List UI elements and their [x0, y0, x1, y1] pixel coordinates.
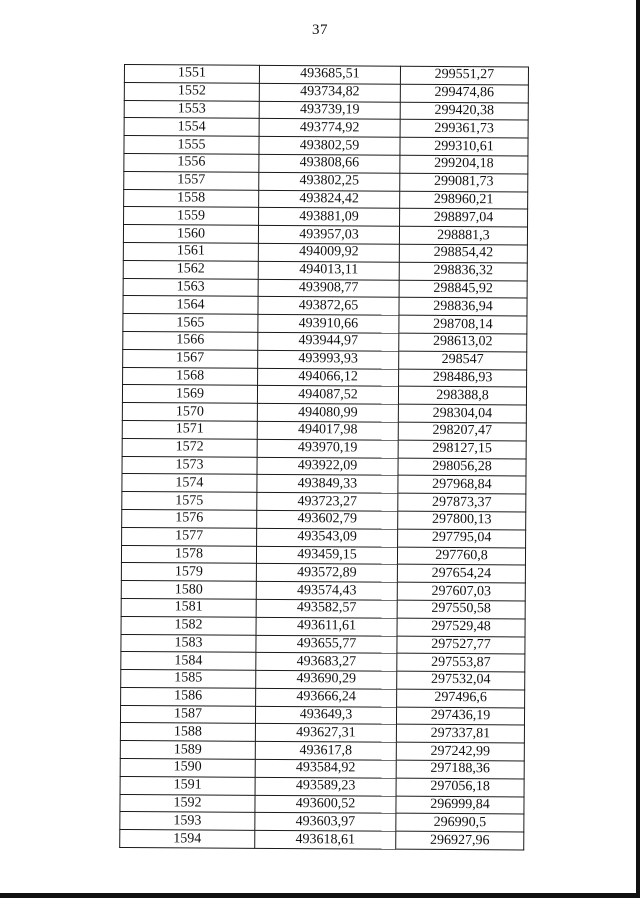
y-coordinate-cell: 297800,13 — [398, 511, 526, 530]
point-number-cell: 1561 — [123, 242, 258, 261]
table-row — [120, 812, 524, 832]
y-coordinate-cell: 299310,61 — [400, 137, 528, 156]
x-coordinate-cell: 493922,09 — [257, 457, 398, 476]
y-coordinate-cell: 298960,21 — [400, 191, 528, 210]
table-row — [124, 100, 528, 120]
x-coordinate-cell: 494087,52 — [257, 386, 398, 405]
table-row — [120, 741, 524, 761]
point-number-cell: 1571 — [122, 420, 257, 439]
table-row — [122, 527, 526, 547]
y-coordinate-cell: 297529,48 — [397, 618, 525, 637]
table-row — [120, 794, 524, 814]
x-coordinate-cell: 493617,8 — [255, 742, 396, 761]
table-row — [120, 723, 524, 743]
point-number-cell: 1554 — [124, 118, 259, 137]
x-coordinate-cell: 493582,57 — [256, 599, 397, 618]
table-row — [124, 65, 528, 85]
x-coordinate-cell: 493459,15 — [256, 546, 397, 565]
y-coordinate-cell: 299420,38 — [400, 102, 528, 121]
table-row — [120, 776, 524, 796]
y-coordinate-cell: 298547 — [399, 351, 527, 370]
point-number-cell: 1590 — [120, 759, 255, 778]
point-number-cell: 1588 — [120, 723, 255, 742]
table-row — [121, 687, 525, 707]
y-coordinate-cell: 298486,93 — [399, 369, 527, 388]
y-coordinate-cell: 297550,58 — [397, 600, 525, 619]
table-row — [122, 420, 526, 440]
point-number-cell: 1557 — [124, 171, 259, 190]
y-coordinate-cell: 297436,19 — [396, 707, 524, 726]
table-row — [121, 545, 525, 565]
y-coordinate-cell: 298207,47 — [398, 422, 526, 441]
table-row — [123, 242, 527, 262]
point-number-cell: 1556 — [124, 153, 259, 172]
x-coordinate-cell: 493627,31 — [255, 724, 396, 743]
x-coordinate-cell: 493611,61 — [256, 617, 397, 636]
x-coordinate-cell: 493574,43 — [256, 581, 397, 600]
y-coordinate-cell: 297654,24 — [397, 564, 525, 583]
y-coordinate-cell: 297532,04 — [397, 671, 525, 690]
x-coordinate-cell: 493993,93 — [258, 350, 399, 369]
point-number-cell: 1573 — [122, 456, 257, 475]
x-coordinate-cell: 493908,77 — [258, 279, 399, 298]
y-coordinate-cell: 297337,81 — [396, 725, 524, 744]
x-coordinate-cell: 493910,66 — [258, 314, 399, 333]
table-row — [122, 403, 526, 423]
x-coordinate-cell: 493572,89 — [256, 564, 397, 583]
x-coordinate-cell: 493666,24 — [256, 688, 397, 707]
y-coordinate-cell: 297760,8 — [397, 547, 525, 566]
x-coordinate-cell: 493881,09 — [259, 208, 400, 227]
y-coordinate-cell: 297496,6 — [397, 689, 525, 708]
x-coordinate-cell: 493739,19 — [259, 101, 400, 120]
x-coordinate-cell: 493808,66 — [259, 154, 400, 173]
point-number-cell: 1555 — [124, 136, 259, 155]
x-coordinate-cell: 494013,11 — [258, 261, 399, 280]
table-row — [121, 670, 525, 690]
y-coordinate-cell: 299361,73 — [400, 120, 528, 139]
x-coordinate-cell: 493618,61 — [255, 831, 396, 850]
x-coordinate-cell: 493685,51 — [259, 65, 400, 84]
point-number-cell: 1575 — [122, 492, 257, 511]
x-coordinate-cell: 494080,99 — [257, 403, 398, 422]
y-coordinate-cell: 298304,04 — [398, 404, 526, 423]
point-number-cell: 1593 — [120, 812, 255, 831]
x-coordinate-cell: 493734,82 — [259, 83, 400, 102]
point-number-cell: 1565 — [123, 314, 258, 333]
y-coordinate-cell: 297527,77 — [397, 636, 525, 655]
y-coordinate-cell: 299204,18 — [400, 155, 528, 174]
x-coordinate-cell: 493602,79 — [257, 510, 398, 529]
table-row — [124, 171, 528, 191]
table-row — [124, 136, 528, 156]
x-coordinate-cell: 493944,97 — [258, 332, 399, 351]
page-number: 37 — [312, 22, 328, 38]
table-row — [122, 509, 526, 529]
point-number-cell: 1559 — [124, 207, 259, 226]
x-coordinate-cell: 494066,12 — [258, 368, 399, 387]
y-coordinate-cell: 298854,42 — [399, 244, 527, 263]
point-number-cell: 1594 — [120, 830, 255, 849]
x-coordinate-cell: 493802,25 — [259, 172, 400, 191]
point-number-cell: 1578 — [121, 545, 256, 564]
point-number-cell: 1589 — [120, 741, 255, 760]
y-coordinate-cell: 297242,99 — [396, 742, 524, 761]
y-coordinate-cell: 297607,03 — [397, 582, 525, 601]
point-number-cell: 1551 — [124, 65, 259, 84]
table-row — [122, 492, 526, 512]
point-number-cell: 1586 — [121, 687, 256, 706]
point-number-cell: 1572 — [122, 438, 257, 457]
point-number-cell: 1564 — [123, 296, 258, 315]
point-number-cell: 1584 — [121, 652, 256, 671]
page-edge-bottom — [0, 893, 640, 898]
page-edge-right — [636, 0, 640, 898]
table-row — [121, 598, 525, 618]
table-row — [121, 652, 525, 672]
point-number-cell: 1562 — [123, 260, 258, 279]
table-row — [124, 118, 528, 138]
y-coordinate-cell: 297873,37 — [398, 493, 526, 512]
y-coordinate-cell: 298613,02 — [399, 333, 527, 352]
point-number-cell: 1574 — [122, 474, 257, 493]
x-coordinate-cell: 493774,92 — [259, 119, 400, 138]
y-coordinate-cell: 296927,96 — [396, 831, 524, 850]
point-number-cell: 1592 — [120, 794, 255, 813]
table-row — [122, 474, 526, 494]
table-row — [123, 314, 527, 334]
point-number-cell: 1553 — [124, 100, 259, 119]
y-coordinate-cell: 298388,8 — [398, 387, 526, 406]
point-number-cell: 1577 — [122, 527, 257, 546]
table-row — [122, 456, 526, 476]
point-number-cell: 1585 — [121, 670, 256, 689]
point-number-cell: 1567 — [123, 349, 258, 368]
table-row — [123, 367, 527, 387]
point-number-cell: 1582 — [121, 616, 256, 635]
point-number-cell: 1576 — [122, 509, 257, 528]
y-coordinate-cell: 297188,36 — [396, 760, 524, 779]
table-row — [124, 153, 528, 173]
table-row — [122, 385, 526, 405]
table-row — [123, 349, 527, 369]
x-coordinate-cell: 493683,27 — [256, 653, 397, 672]
y-coordinate-cell: 299474,86 — [400, 84, 528, 103]
table-row — [121, 563, 525, 583]
x-coordinate-cell: 493723,27 — [257, 492, 398, 511]
x-coordinate-cell: 493649,3 — [255, 706, 396, 725]
x-coordinate-cell: 494009,92 — [258, 243, 399, 262]
table-row — [123, 296, 527, 316]
point-number-cell: 1570 — [122, 403, 257, 422]
point-number-cell: 1581 — [121, 598, 256, 617]
coordinates-table — [119, 64, 529, 851]
point-number-cell: 1591 — [120, 776, 255, 795]
x-coordinate-cell: 493872,65 — [258, 297, 399, 316]
x-coordinate-cell: 493957,03 — [258, 225, 399, 244]
table-row — [120, 705, 524, 725]
y-coordinate-cell: 299081,73 — [400, 173, 528, 192]
table-row — [123, 331, 527, 351]
y-coordinate-cell: 298056,28 — [398, 458, 526, 477]
y-coordinate-cell: 299551,27 — [400, 66, 528, 85]
y-coordinate-cell: 297056,18 — [396, 778, 524, 797]
x-coordinate-cell: 493543,09 — [257, 528, 398, 547]
point-number-cell: 1569 — [122, 385, 257, 404]
point-number-cell: 1563 — [123, 278, 258, 297]
x-coordinate-cell: 494017,98 — [257, 421, 398, 440]
table-row — [121, 634, 525, 654]
y-coordinate-cell: 297553,87 — [397, 653, 525, 672]
table-row — [123, 278, 527, 298]
x-coordinate-cell: 493584,92 — [255, 759, 396, 778]
point-number-cell: 1568 — [123, 367, 258, 386]
y-coordinate-cell: 298708,14 — [399, 315, 527, 334]
y-coordinate-cell: 297795,04 — [398, 529, 526, 548]
table-row — [124, 189, 528, 209]
y-coordinate-cell: 298836,94 — [399, 298, 527, 317]
table-row — [121, 616, 525, 636]
x-coordinate-cell: 493824,42 — [259, 190, 400, 209]
x-coordinate-cell: 493603,97 — [255, 813, 396, 832]
table-row — [124, 82, 528, 102]
x-coordinate-cell: 493600,52 — [255, 795, 396, 814]
coordinates-table-body — [120, 65, 529, 851]
point-number-cell: 1560 — [123, 225, 258, 244]
point-number-cell: 1580 — [121, 581, 256, 600]
y-coordinate-cell: 297968,84 — [398, 476, 526, 495]
x-coordinate-cell: 493655,77 — [256, 635, 397, 654]
table-row — [123, 225, 527, 245]
point-number-cell: 1566 — [123, 331, 258, 350]
point-number-cell: 1558 — [124, 189, 259, 208]
y-coordinate-cell: 298845,92 — [399, 280, 527, 299]
table-row — [123, 260, 527, 280]
point-number-cell: 1587 — [120, 705, 255, 724]
table-row — [124, 207, 528, 227]
x-coordinate-cell: 493849,33 — [257, 475, 398, 494]
table-row — [121, 581, 525, 601]
x-coordinate-cell: 493802,59 — [259, 137, 400, 156]
y-coordinate-cell: 296990,5 — [396, 814, 524, 833]
y-coordinate-cell: 298897,04 — [400, 209, 528, 228]
table-row — [122, 438, 526, 458]
point-number-cell: 1579 — [121, 563, 256, 582]
y-coordinate-cell: 298836,32 — [399, 262, 527, 281]
table-row — [120, 759, 524, 779]
y-coordinate-cell: 298881,3 — [399, 226, 527, 245]
x-coordinate-cell: 493970,19 — [257, 439, 398, 458]
table-row — [120, 830, 524, 850]
point-number-cell: 1583 — [121, 634, 256, 653]
point-number-cell: 1552 — [124, 82, 259, 101]
y-coordinate-cell: 296999,84 — [396, 796, 524, 815]
x-coordinate-cell: 493589,23 — [255, 777, 396, 796]
y-coordinate-cell: 298127,15 — [398, 440, 526, 459]
x-coordinate-cell: 493690,29 — [256, 670, 397, 689]
